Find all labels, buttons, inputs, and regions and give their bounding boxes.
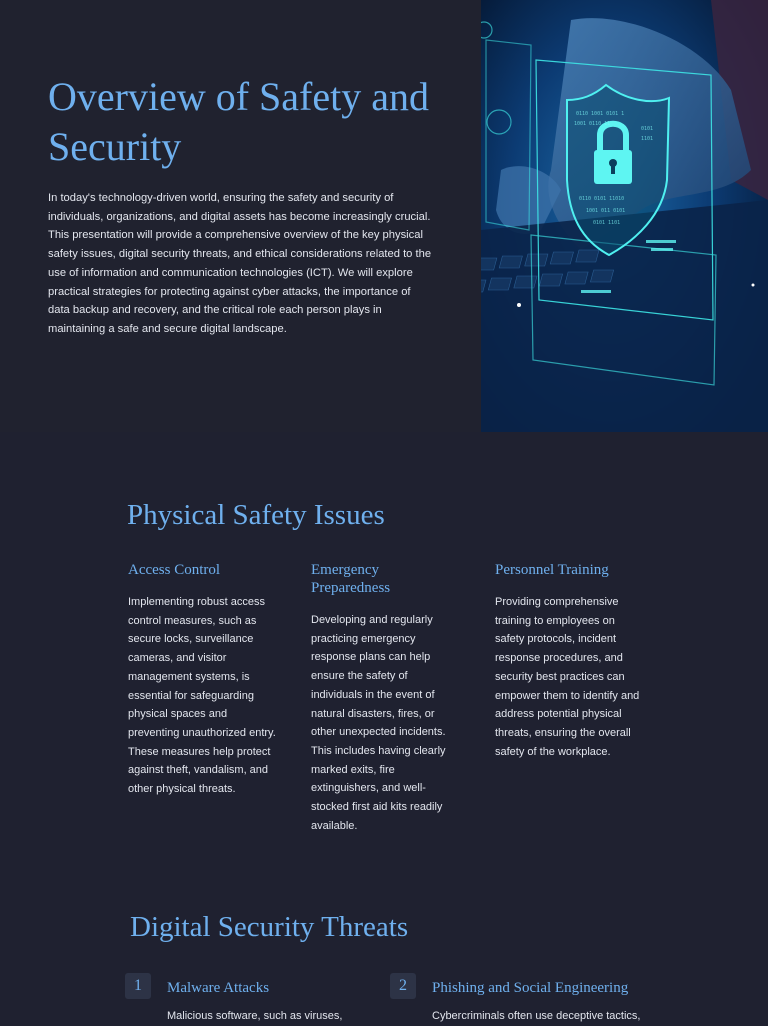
column-text: Providing comprehensive training to employees on safety protocols, incident response procedures, and security best practices can empower them to identify and address potential physical threats, ensuring the overall safety of the workplace. — [495, 596, 640, 758]
overview-body: In today's technology-driven world, ensuring the safety and security of individuals, organizations, and digital assets has become increasingly crucial. This presentation will provide a comprehensive overview of the key physical safety issues, digital security threats, and ethical considerations related to the use of information and communication technologies (ICT). We will explore practical strategies for protecting against cyber attacks, the importance of data backup and recovery, and the critical role each person plays in maintaining a safe and secure digital landscape. — [48, 192, 432, 335]
hero-image — [481, 0, 768, 432]
svg-text:0101: 0101 — [641, 126, 654, 132]
column-text: Implementing robust access control measures, such as secure locks, surveillance cameras, and visitor management systems, is essential for safeguarding physical spaces and preventing unauthorized entry. These measures help protect against theft, vandalism, and other physical threats. — [128, 596, 276, 796]
column-text: Developing and regularly practicing emergency response plans can help ensure the safety of individuals in the event of natural disasters, fires, or other unexpected incidents. This includes having clearly marked exits, fire extinguishers, and well-stocked first aid kits readily available. — [311, 614, 446, 832]
access-control-column — [128, 561, 278, 799]
overview-title: Overview of Safety and Security — [48, 74, 429, 169]
threat-text: Cybercriminals often use deceptive tactics, — [432, 1010, 641, 1022]
svg-text:0101 1101: 0101 1101 — [593, 220, 621, 226]
svg-text:1001 011 0101: 1001 011 0101 — [586, 208, 626, 214]
column-heading: Personnel Training — [495, 562, 609, 578]
threat-text: Malicious software, such as viruses, — [167, 1010, 343, 1022]
column-heading: Emergency Preparedness — [311, 562, 391, 596]
personnel-training-column — [495, 561, 643, 761]
column-heading: Access Control — [128, 562, 221, 578]
svg-text:0110 0101 11010: 0110 0101 11010 — [579, 196, 625, 202]
threat-number-badge: 2 — [390, 973, 416, 999]
svg-text:1001 0110 11: 1001 0110 11 — [574, 121, 611, 127]
threat-heading: Malware Attacks — [167, 980, 270, 996]
emergency-preparedness-column — [311, 561, 451, 835]
svg-text:0110 1001 0101 1: 0110 1001 0101 1 — [576, 111, 625, 117]
threat-heading: Phishing and Social Engineering — [432, 980, 629, 996]
physical-section-title: Physical Safety Issues — [127, 499, 385, 531]
overview-section — [0, 0, 768, 432]
threat-number-badge: 1 — [125, 973, 151, 999]
digital-section-title: Digital Security Threats — [130, 911, 409, 943]
svg-text:1101: 1101 — [641, 136, 654, 142]
